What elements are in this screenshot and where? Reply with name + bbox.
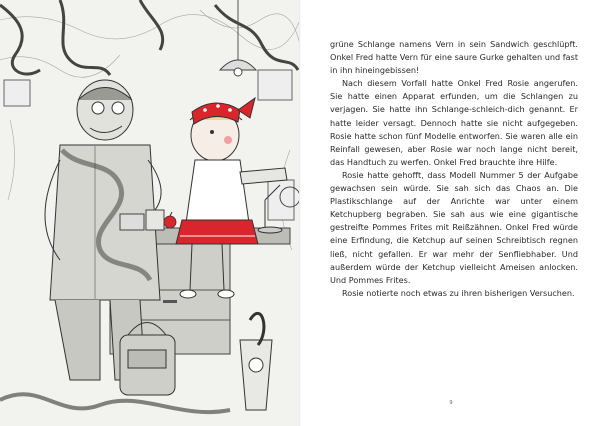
page-number: 9 — [449, 400, 453, 406]
paragraph: grüne Schlange namens Vern in sein Sandwich geschlüpft. Onkel Fred hatte Vern für eine saure Gurke gehalten und fast in ihn hineingebissen! — [330, 39, 578, 76]
paragraph: Nach diesem Vorfall hatte Onkel Fred Rosie angerufen. Sie hatte einen Apparat erfunden, um die Schlangen zu verjagen. Sie hatte ihn Schlange-schleich-dich genannt. Er hatte leider versagt. Dennoch hatte sie nicht aufgegeben. Rosie hatte schon fünf Modelle entworfen. Sie waren alle ein Reinfall gewesen, aber Rosie war noch lange nicht bereit, das Handtuch zu werfen. Onkel Fred brauchte ihre Hilfe. — [330, 78, 578, 167]
book-gutter — [299, 0, 301, 426]
text-page — [330, 38, 578, 300]
paragraph: Rosie notierte noch etwas zu ihren bisherigen Versuchen. — [342, 287, 575, 298]
paragraph: Rosie hatte gehofft, dass Modell Nummer 5 der Aufgabe gewachsen sein würde. Sie sah sich das Chaos an. Die Plastikschlange auf der Anrichte war unter einem Ketchupberg begraben. Sie sah aus wie eine gigantische gestreifte Pommes Frites mit Reißzähnen. Onkel Fred würde eine Erfindung, die Ketchup auf seinen Schreibtisch regnen ließ, nicht gefallen. Er war mehr der Senfliebhaber. Und außerdem würde der Ketchup vielleicht Ameisen anlocken. Und Pommes Frites. — [330, 169, 578, 285]
